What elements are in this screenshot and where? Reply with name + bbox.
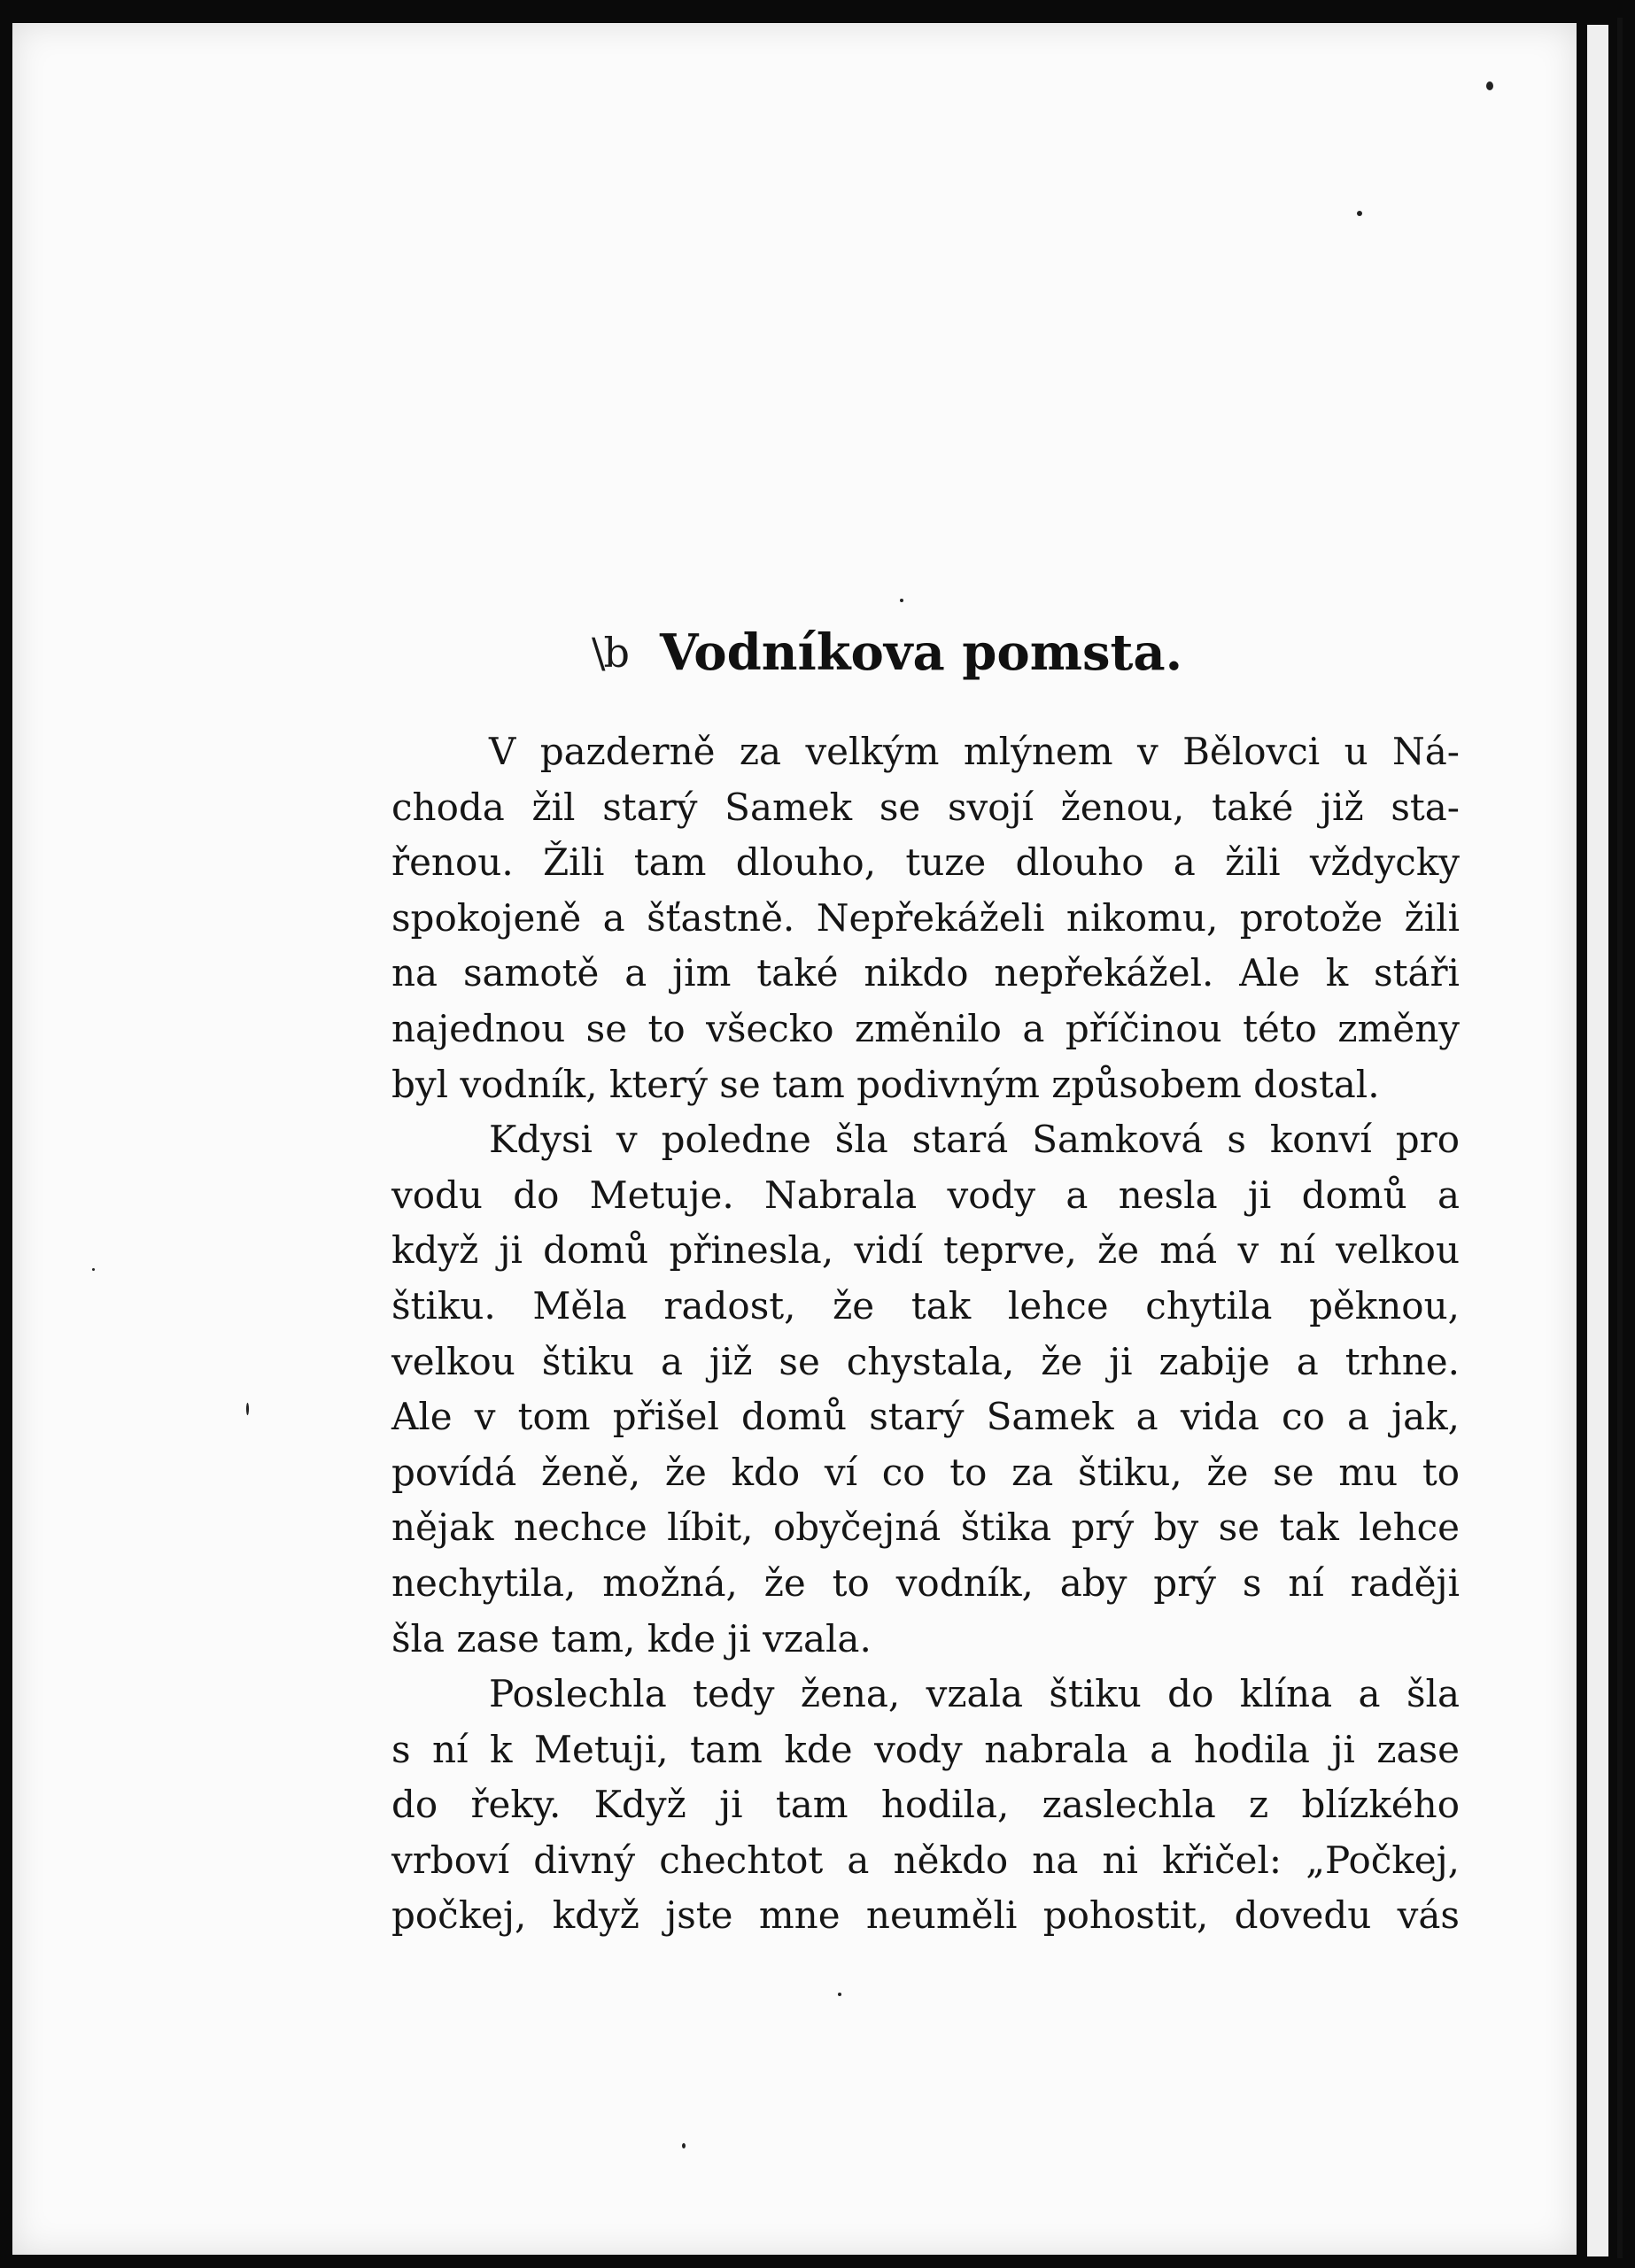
folio-mark: \b	[592, 629, 628, 677]
text-line: najednou se to všecko změnilo a příčinou této změny	[391, 1006, 1460, 1050]
print-speck	[92, 1268, 95, 1271]
text-line: spokojeně a šťastně. Nepřekáželi nikomu, protože žili	[391, 895, 1460, 940]
print-speck	[246, 1403, 249, 1415]
page-edge	[1587, 25, 1608, 2256]
text-line: nějak nechce líbit, obyčejná štika prý by se tak lehce	[391, 1506, 1460, 1550]
print-speck	[1486, 81, 1493, 90]
text-line: velkou štiku a již se chystala, že ji zabije a trhne.	[391, 1339, 1460, 1383]
text-line: povídá ženě, že kdo ví co to za štiku, že se mu to	[391, 1450, 1460, 1494]
text-line: na samotě a jim také nikdo nepřekážel. Ale k stáři	[391, 951, 1460, 995]
text-line: s ní k Metuji, tam kde vody nabrala a hodila ji zase	[391, 1727, 1460, 1771]
body-text	[391, 724, 1460, 1944]
text-line: choda žil starý Samek se svojí ženou, také již sta-	[391, 785, 1460, 829]
text-line: Kdysi v poledne šla stará Samková s konví pro	[489, 1118, 1460, 1162]
text-line: počkej, když jste mne neuměli pohostit, dovedu vás	[391, 1893, 1460, 1938]
text-line: vrboví divný chechtot a někdo na ni křičel: „Počkej,	[391, 1838, 1460, 1882]
text-line: řenou. Žili tam dlouho, tuze dlouho a žili vždycky	[391, 840, 1460, 885]
print-speck	[682, 2143, 686, 2148]
text-line: Poslechla tedy žena, vzala štiku do klína a šla	[489, 1672, 1460, 1716]
text-line: nechytila, možná, že to vodník, aby prý s ní raději	[391, 1560, 1460, 1605]
binding-edge	[1617, 18, 1623, 2258]
chapter-title: Vodníkova pomsta.	[659, 623, 1183, 682]
text-line: do řeky. Když ji tam hodila, zaslechla z blízkého	[391, 1783, 1460, 1827]
text-line: byl vodník, který se tam podivným způsobem dostal.	[391, 1062, 1380, 1106]
chapter-heading	[592, 613, 1182, 693]
text-line: vodu do Metuje. Nabrala vody a nesla ji domů a	[391, 1173, 1460, 1217]
text-line: Ale v tom přišel domů starý Samek a vida co a jak,	[391, 1395, 1460, 1439]
text-line: šla zase tam, kde ji vzala.	[391, 1616, 872, 1660]
text-line: když ji domů přinesla, vidí teprve, že má v ní velkou	[391, 1228, 1460, 1273]
text-line: V pazderně za velkým mlýnem v Bělovci u Ná-	[489, 730, 1460, 773]
print-speck	[900, 599, 903, 602]
text-line: štiku. Měla radost, že tak lehce chytila pěknou,	[391, 1283, 1460, 1328]
print-speck	[838, 1993, 841, 1996]
print-speck	[1357, 211, 1362, 216]
